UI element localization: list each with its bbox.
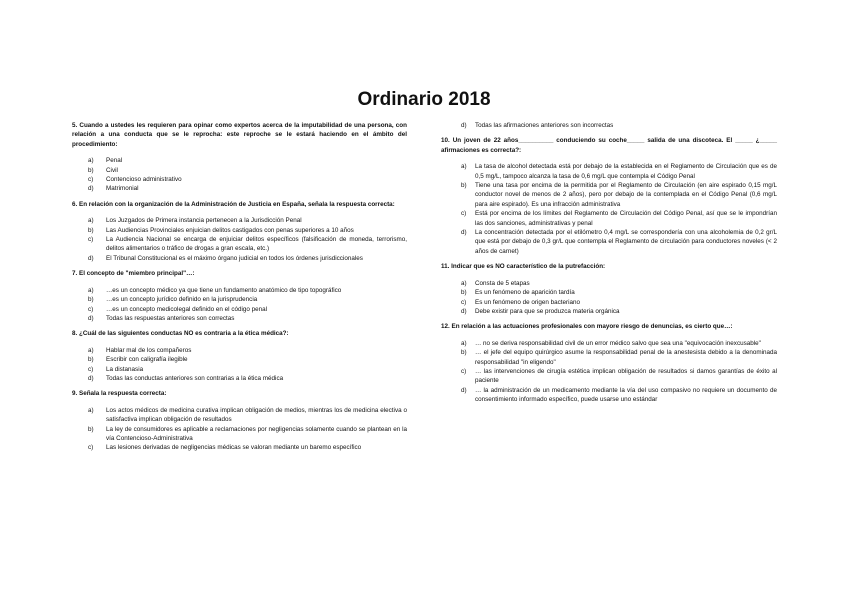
option-text: Está por encima de los límites del Reglamento de Circulación del Código Penal, así que se le impondrían las dos sanciones, administrativas y penal (475, 210, 777, 227)
option-row (72, 305, 407, 314)
option-text: El Tribunal Constitucional es el máximo órgano judicial en todos los órdenes jurisdiccionales (106, 254, 363, 262)
option-text: La tasa de alcohol detectada está por debajo de la establecida en el Reglamento de Circulación que es de 0,5 mg/L, tampoco alcanza la tasa de 0,6 mg/L que contempla el Código Penal (475, 163, 777, 180)
option-text: Es un fenómeno de origen bacteriano (475, 298, 581, 306)
question-text: 11. Indicar que es NO característico de la putrefacción: (441, 263, 606, 271)
option-letter: b) (461, 182, 467, 190)
options-list (72, 286, 407, 324)
option-letter: b) (88, 226, 94, 234)
options-list (72, 216, 407, 263)
option-row (72, 443, 407, 452)
question-text: 12. En relación a las actuaciones profesionales con mayore riesgo de denuncias, es cierto que…: (441, 323, 733, 331)
option-text: Todas las respuestas anteriores son correctas (106, 314, 235, 322)
option-row (72, 175, 407, 184)
option-text: Civil (106, 166, 118, 174)
option-row (441, 121, 777, 130)
page-title: Ordinario 2018 (357, 89, 491, 110)
question-block (441, 322, 777, 404)
option-text: …es un concepto medicolegal definido en el código penal (106, 305, 268, 313)
question-text: 10. Un joven de 22 años__________ conduciendo su coche_____ salida de una discoteca. El _____ ¿_____ afirmaciones es correcta?: (441, 137, 777, 154)
option-letter: b) (88, 166, 94, 174)
option-row (72, 346, 407, 355)
option-row (72, 355, 407, 364)
option-letter: d) (461, 229, 467, 237)
option-letter: a) (461, 163, 467, 171)
option-letter: d) (88, 185, 94, 193)
question-block (441, 136, 777, 256)
option-letter: c) (461, 367, 467, 375)
option-row (72, 286, 407, 295)
option-row (441, 288, 777, 297)
option-text: La ley de consumidores es aplicable a reclamaciones por negligencias solamente cuando se plantean en la vía Contencioso-Administrativa (106, 425, 407, 442)
option-text: La distanasia (106, 365, 144, 373)
option-row (441, 386, 777, 405)
option-letter: c) (461, 298, 467, 306)
option-letter: d) (461, 122, 467, 129)
option-text: Hablar mal de los compañeros (106, 346, 192, 354)
option-text: …es un concepto médico ya que tiene un fundamento anatómico de tipo topográfico (106, 286, 342, 294)
option-row (441, 162, 777, 181)
option-row (72, 295, 407, 304)
option-text: Escribir con caligrafía ilegible (106, 356, 188, 364)
option-letter: a) (88, 157, 94, 165)
option-row (72, 226, 407, 235)
option-text: Debe existir para que se produzca materia orgánica (475, 307, 620, 315)
option-letter: a) (461, 339, 467, 347)
option-row (441, 279, 777, 288)
option-text: La concentración detectada por el etilómetro 0,4 mg/L se correspondería con una alcoholemia de 0,2 gr/L que está por debajo de 0,3 gr/L que contempla el Reglamento de circulación para conductores noveles (< 2 años de carnet) (475, 229, 777, 255)
option-letter: d) (461, 386, 467, 394)
option-letter: a) (461, 279, 467, 287)
option-row (72, 365, 407, 374)
option-text: Todas las conductas anteriores son contrarias a la ética médica (106, 374, 284, 382)
option-text: Tiene una tasa por encima de la permitida por el Reglamento de Circulación (en aire espirado 0,15 mg/L conductor novel de menos de 2 años), pero por debajo de la contemplada en el Código Penal (0,6 mg/L para aire espirado). Es una infracción administrativa (475, 182, 777, 208)
question-text: 6. En relación con la organización de la Administración de Justicia en España, señala la respuesta correcta: (72, 200, 395, 208)
option-row (441, 228, 777, 256)
option-letter: a) (88, 346, 94, 354)
option-row (441, 348, 777, 367)
option-row (72, 166, 407, 175)
option-letter: d) (88, 254, 94, 262)
option-letter: c) (88, 305, 94, 313)
option-row (441, 298, 777, 307)
option-letter: d) (88, 314, 94, 322)
option-letter: b) (461, 289, 467, 297)
option-text: …es un concepto jurídico definido en la jurisprudencia (106, 296, 258, 304)
options-list (441, 339, 777, 405)
option-letter: a) (88, 406, 94, 414)
option-letter: c) (88, 365, 94, 373)
option-letter: c) (88, 444, 94, 452)
option-row (72, 235, 407, 254)
option-letter: c) (88, 236, 94, 244)
option-text: … la administración de un medicamento mediante la vía del uso compasivo no requiere un documento de consentimiento informado específico, puede usarse uno estándar (475, 386, 777, 404)
option-text: Contencioso administrativo (106, 176, 182, 184)
option-text: Las lesiones derivadas de negligencias médicas se valoran mediante un baremo específico (106, 444, 362, 452)
option-letter: d) (88, 374, 94, 382)
question-text: 5. Cuando a ustedes les requieren para opinar como expertos acerca de la imputabilidad de una persona, con relación a una conducta que se le reprocha: este reproche se le estará haciendo en el ámbito del procedimiento: (72, 122, 407, 148)
option-letter: d) (461, 307, 467, 315)
options-list (72, 156, 407, 194)
question-text: 9. Señala la respuesta correcta: (72, 390, 167, 398)
option-letter: b) (88, 296, 94, 304)
option-row (72, 156, 407, 165)
question-block (72, 329, 407, 383)
option-text: Los Juzgados de Primera instancia pertenecen a la Jurisdicción Penal (106, 217, 302, 225)
options-list (441, 279, 777, 317)
option-text: Todas las afirmaciones anteriores son incorrectas (475, 122, 614, 129)
option-text: Penal (106, 157, 123, 165)
question-block (72, 389, 407, 452)
option-letter: a) (88, 286, 94, 294)
question-block (441, 262, 777, 316)
option-row (441, 181, 777, 209)
option-row (72, 314, 407, 323)
option-text: … las intervenciones de cirugía estética implican obligación de resultados si damos garantías de éxito al paciente (475, 367, 777, 385)
question-text: 7. El concepto de "miembro principal"…: (72, 270, 195, 278)
option-text: La Audiencia Nacional se encarga de enjuiciar delitos específicos (falsificación de moneda, terrorismo, delitos alimentarios o tráfico de drogas a gran escala, etc.) (106, 236, 407, 253)
option-row (72, 425, 407, 444)
left-column (72, 121, 407, 459)
option-letter: c) (88, 176, 94, 184)
option-row (72, 254, 407, 263)
option-letter: b) (88, 356, 94, 364)
option-letter: b) (461, 349, 467, 357)
option-row (72, 406, 407, 425)
option-text: … el jefe del equipo quirúrgico asume la responsabilidad penal de la anestesista debido a la denominada responsabilidad "in eligendo" (475, 349, 777, 366)
question-block (72, 121, 407, 194)
option-text: Las Audiencias Provinciales enjuician delitos castigados con penas superiores a 10 años (106, 226, 354, 234)
option-row (441, 209, 777, 228)
option-letter: b) (88, 425, 94, 433)
question-block (72, 269, 407, 323)
option-row (72, 184, 407, 193)
option-row (72, 374, 407, 383)
option-row (441, 367, 777, 386)
option-row (441, 339, 777, 348)
right-column (441, 121, 777, 411)
options-list (72, 406, 407, 453)
option-text: Consta de 5 etapas (475, 279, 530, 287)
question-text: 8. ¿Cuál de las siguientes conductas NO es contraria a la ética médica?: (72, 330, 289, 338)
question-block (72, 200, 407, 263)
option-letter: c) (461, 210, 467, 218)
option-text: Matrimonial (106, 185, 139, 193)
option-text: Los actos médicos de medicina curativa implican obligación de medios, mientras los de medicina electiva o satisfactiva implican obligación de resultados (106, 406, 407, 424)
option-row (441, 307, 777, 316)
option-row (72, 216, 407, 225)
option-text: Es un fenómeno de aparición tardía (475, 289, 575, 297)
options-list (441, 162, 777, 256)
option-letter: a) (88, 217, 94, 225)
option-text: … no se deriva responsabilidad civil de un error médico salvo que sea una "equivocación inexcusable" (475, 339, 761, 347)
options-list (72, 346, 407, 384)
